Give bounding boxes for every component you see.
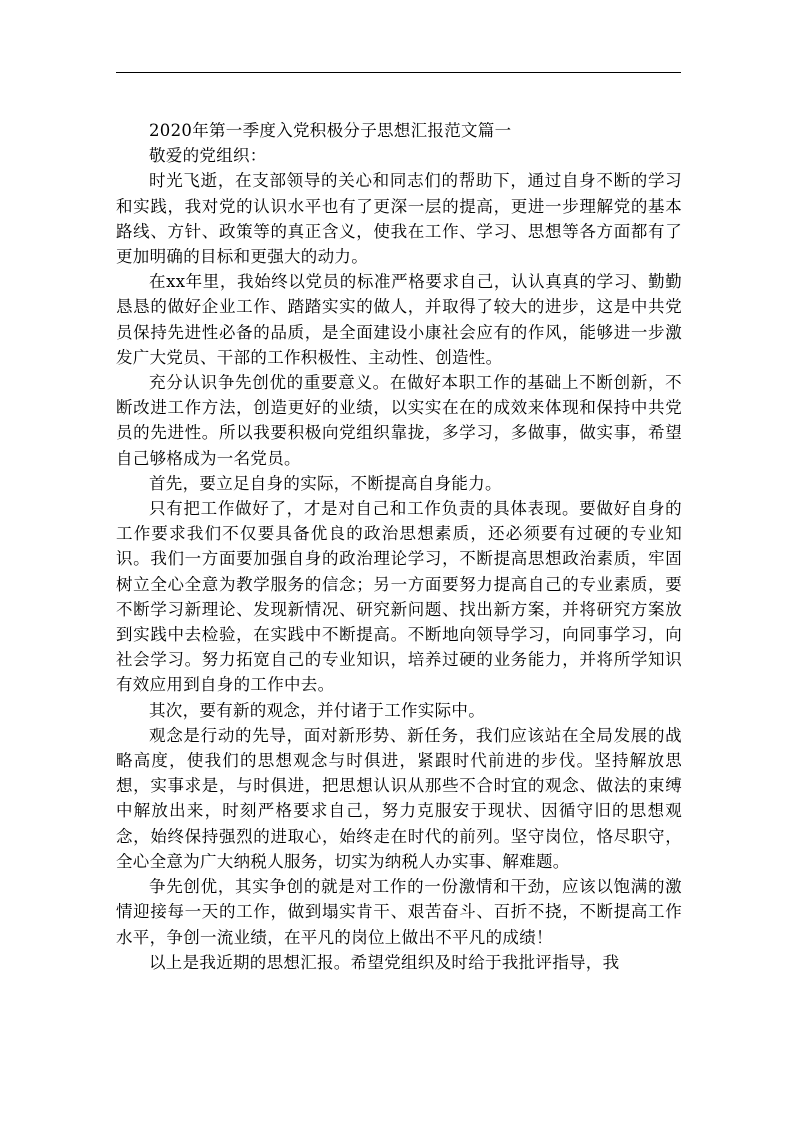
paragraph: 争先创优，其实争创的就是对工作的一份激情和干劲，应该以饱满的激情迎接每一天的工作，做到塌实肯干、艰苦奋斗、百折不挠，不断提高工作水平，争创一流业绩，在平凡的岗位上做出不平凡的成绩！ xyxy=(116,877,682,947)
document-body xyxy=(116,118,682,975)
paragraph: 时光飞逝，在支部领导的关心和同志们的帮助下，通过自身不断的学习和实践，我对党的认识水平也有了更深一层的提高，更进一步理解党的基本路线、方针、政策等的真正含义，使我在工作、学习、思想等各方面都有了更加明确的目标和更强大的动力。 xyxy=(116,171,682,267)
header-rule xyxy=(116,72,681,73)
salutation: 敬爱的党组织： xyxy=(149,146,267,166)
paragraph: 只有把工作做好了，才是对自己和工作负责的具体表现。要做好自身的工作要求我们不仅要具备优良的政治思想素质，还必须要有过硬的专业知识。我们一方面要加强自身的政治理论学习，不断提高思想政治素质，牢固树立全心全意为教学服务的信念；另一方面要努力提高自己的专业素质，要不断学习新理论、发现新情况、研究新问题、找出新方案，并将研究方案放到实践中去检验，在实践中不断提高。不断地向领导学习，向同事学习，向社会学习。努力拓宽自己的专业知识，培养过硬的业务能力，并将所学知识有效应用到自身的工作中去。 xyxy=(116,499,682,695)
paragraph: 观念是行动的先导，面对新形势、新任务，我们应该站在全局发展的战略高度，使我们的思想观念与时俱进，紧跟时代前进的步伐。坚持解放思想，实事求是，与时俱进，把思想认识从那些不合时宜的观念、做法的束缚中解放出来，时刻严格要求自己，努力克服安于现状、因循守旧的思想观念，始终保持强烈的进取心，始终走在时代的前列。坚守岗位，恪尽职守，全心全意为广大纳税人服务，切实为纳税人办实事、解难题。 xyxy=(116,725,682,871)
paragraph: 首先，要立足自身的实际，不断提高自身能力。 xyxy=(149,473,502,493)
document-title: 2020年第一季度入党积极分子思想汇报范文篇一 xyxy=(149,121,512,140)
paragraph: 其次，要有新的观念，并付诸于工作实际中。 xyxy=(149,700,485,720)
paragraph: 充分认识争先创优的重要意义。在做好本职工作的基础上不断创新，不断改进工作方法，创造更好的业绩，以实实在在的成效来体现和保持中共党员的先进性。所以我要积极向党组织靠拢，多学习，多做事，做实事，希望自己够格成为一名党员。 xyxy=(116,373,682,468)
paragraph: 以上是我近期的思想汇报。希望党组织及时给于我批评指导，我 xyxy=(149,952,620,972)
paragraph: 在xx年里，我始终以党员的标准严格要求自己，认认真真的学习、勤勤恳恳的做好企业工作、踏踏实实的做人，并取得了较大的进步，这是中共党员保持先进性必备的品质，是全面建设小康社会应有的作风，能够进一步激发广大党员、干部的工作积极性、主动性、创造性。 xyxy=(116,272,682,367)
